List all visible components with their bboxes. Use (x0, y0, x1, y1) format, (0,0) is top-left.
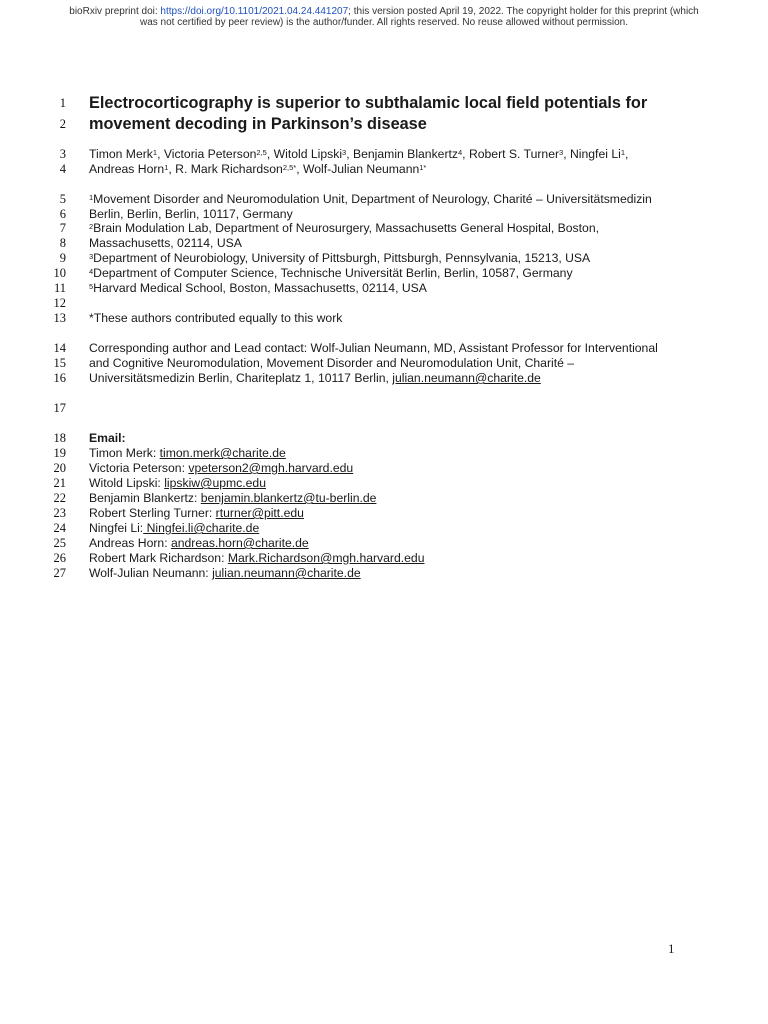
affiliation-2: $^2$Brain Modulation Lab, Department of Neurosurgery, Massachusetts General Hospital, Boston, (89, 221, 599, 235)
line-number: 18 (53, 431, 66, 445)
header-line-2: was not certified by peer review) is the author/funder. All rights reserved. No reuse allowed without permission. (139, 17, 628, 28)
line-number: 25 (53, 536, 66, 550)
email-entry: Ningfei Li: Ningfei.li@charite.de (89, 521, 260, 535)
email-entry: Witold Lipski: lipskiw@upmc.edu (89, 476, 266, 490)
paper-title-line-2: movement decoding in Parkinson’s disease (89, 115, 427, 133)
affiliation-4: $^4$Department of Computer Science, Technische Universität Berlin, Berlin, 10587, Germany (89, 266, 573, 280)
line-number: 26 (53, 551, 66, 565)
email-entry: Robert Sterling Turner: rturner@pitt.edu (89, 506, 304, 520)
email-link[interactable]: timon.merk@charite.de (159, 446, 286, 460)
line-number: 7 (59, 221, 66, 235)
line-number: 4 (59, 162, 66, 176)
corresponding-author-line-2: and Cognitive Neuromodulation, Movement Disorder and Neuromodulation Unit, Charité – (89, 356, 575, 370)
email-entry: Timon Merk: timon.merk@charite.de (89, 446, 286, 460)
affiliation-2-cont: Massachusetts, 02114, USA (89, 236, 242, 250)
email-entry: Benjamin Blankertz: benjamin.blankertz@tu-berlin.de (89, 491, 377, 505)
line-number: 9 (59, 251, 66, 265)
preprint-header (0, 6, 768, 28)
line-number: 10 (53, 266, 66, 280)
author-list-line-1: Timon Merk$^1$, Victoria Peterson$^{2,5}$, Witold Lipski$^3$, Benjamin Blankertz$^4$, Robert S. Turner$^3$, Ningfei Li$^1$, (89, 147, 629, 161)
line-number: 12 (53, 296, 66, 310)
line-number: 3 (59, 147, 66, 161)
affiliation-5: $^5$Harvard Medical School, Boston, Massachusetts, 02114, USA (89, 281, 427, 295)
line-number: 13 (53, 311, 66, 325)
line-number: 24 (53, 521, 66, 535)
line-number: 23 (53, 506, 66, 520)
header-line-1: bioRxiv preprint doi: https://doi.org/10.1101/2021.04.24.441207; this version posted April 19, 2022. The copyright holder for this preprint (which (69, 6, 699, 17)
line-number: 21 (53, 476, 66, 490)
line-number: 20 (53, 461, 66, 475)
line-number: 8 (59, 236, 66, 250)
email-link[interactable]: vpeterson2@mgh.harvard.edu (188, 461, 354, 475)
email-link[interactable]: lipskiw@upmc.edu (164, 476, 266, 490)
email-link[interactable]: Mark.Richardson@mgh.harvard.edu (227, 551, 425, 565)
email-heading: Email: (89, 431, 126, 445)
email-entry: Andreas Horn: andreas.horn@charite.de (89, 536, 309, 550)
line-number: 5 (59, 192, 66, 206)
email-link[interactable]: julian.neumann@charite.de (212, 566, 361, 580)
line-number: 27 (53, 566, 66, 580)
line-number: 22 (53, 491, 66, 505)
line-number: 11 (53, 281, 66, 295)
line-number: 16 (53, 371, 66, 385)
line-number: 19 (53, 446, 66, 460)
page-number: 1 (668, 941, 675, 956)
affiliation-1-cont: Berlin, Berlin, Berlin, 10117, Germany (89, 207, 293, 221)
email-link[interactable]: benjamin.blankertz@tu-berlin.de (200, 491, 377, 505)
paper-title-line-1: Electrocorticography is superior to subthalamic local field potentials for (89, 94, 648, 112)
affiliation-1: $^1$Movement Disorder and Neuromodulation Unit, Department of Neurology, Charité – Universitätsmedizin (89, 192, 652, 206)
line-number: 2 (59, 117, 66, 131)
affiliation-3: $^3$Department of Neurobiology, University of Pittsburgh, Pittsburgh, Pennsylvania, 15213, USA (89, 251, 591, 265)
email-link[interactable]: Ningfei.li@charite.de (143, 521, 260, 535)
email-entry: Robert Mark Richardson: Mark.Richardson@mgh.harvard.edu (89, 551, 425, 565)
email-entry: Victoria Peterson: vpeterson2@mgh.harvard.edu (89, 461, 354, 475)
email-entry: Wolf-Julian Neumann: julian.neumann@charite.de (89, 566, 361, 580)
line-number: 14 (53, 341, 66, 355)
line-number: 1 (59, 96, 66, 110)
corresponding-author-line-3: Universitätsmedizin Berlin, Chariteplatz 1, 10117 Berlin, julian.neumann@charite.de (89, 371, 541, 385)
line-number: 15 (53, 356, 66, 370)
doi-link[interactable]: https://doi.org/10.1101/2021.04.24.441207 (160, 6, 349, 17)
corresponding-email-link[interactable]: julian.neumann@charite.de (392, 371, 541, 385)
author-list-line-2: Andreas Horn$^1$, R. Mark Richardson$^{2,5*}$, Wolf-Julian Neumann$^{1*}$ (89, 162, 427, 176)
email-link[interactable]: rturner@pitt.edu (215, 506, 304, 520)
email-link[interactable]: andreas.horn@charite.de (170, 536, 309, 550)
equal-contribution-note: *These authors contributed equally to this work (89, 311, 343, 325)
line-number: 17 (53, 401, 66, 415)
line-number: 6 (59, 207, 66, 221)
corresponding-author-line-1: Corresponding author and Lead contact: Wolf-Julian Neumann, MD, Assistant Professor for Interventional (89, 341, 658, 355)
